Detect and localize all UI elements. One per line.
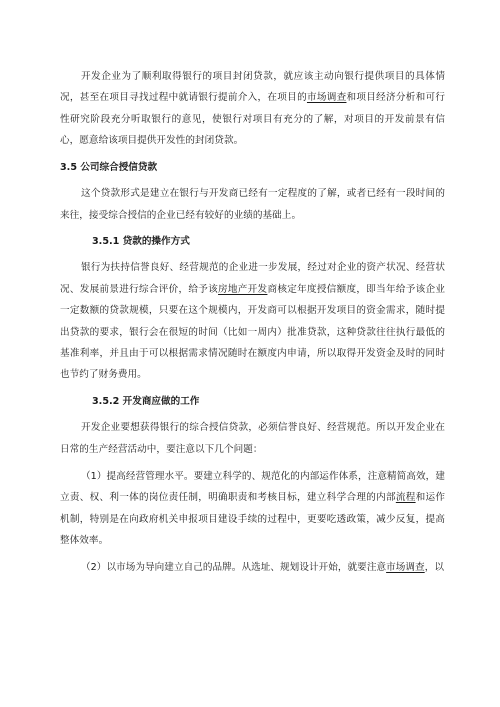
list-item-1 [60,466,445,552]
intro-text-1: 开发企业为了顺利取得银行的项目封闭贷款，就应该主动向银行提供项目的具体情况，甚至在项目寻找过程中就请银行提前介入，在项目的 [60,71,445,104]
intro-paragraph [60,66,445,152]
real-estate-development-link[interactable]: 房地产开发 [218,283,268,295]
section-3-5-1-paragraph [60,257,445,385]
market-research-link-2[interactable]: 市场调查 [386,561,425,573]
section-3-5-2-paragraph: 开发企业要想获得银行的综合授信贷款，必须信誉良好、经营规范。所以开发企业在日常的生产经营活动中，要注意以下几个问题： [60,422,445,455]
section-3-5-2-heading: 3.5.2 开发商应做的工作 [92,396,200,408]
list-item-1-text-1: （1）提高经营管理水平。要建立科学的、规范化的内部运作体系，注意精简高效，建立责、权、利一体的岗位责任制，明确职责和考核目标，建立科学合理的内部 [60,470,445,504]
list-item-2 [60,557,445,578]
section-3-5-1-text-2: 商核定年度授信额度，即当年给予该企业一定数额的贷款规模，只要在这个规模内，开发商可以根据开发项目的资金需求，随时提出贷款的要求，银行会在很短的时间（比如一周内）批准贷款，这种贷款往往执行最低的基准利率，并且由于可以根据需求情况随时在额度内申请，所以取得开发资金及时的同时也节约了财务费用。 [60,283,445,381]
section-3-5-paragraph: 这个贷款形式是建立在银行与开发商已经有一定程度的了解，或者已经有一段时间的来往，接受综合授信的企业已经有较好的业绩的基础上。 [60,188,445,221]
list-item-1-text-2: 和运作机制，特别是在向政府机关申报项目建设手续的过程中，更要吃透政策，减少反复，提高整体效率。 [60,492,445,546]
market-research-link[interactable]: 市场调查 [306,92,347,104]
section-3-5-1-text-1: 银行为扶持信誉良好、经营规范的企业进一步发展，经过对企业的资产状况、经营状况、发展前景进行综合评价，给予该 [60,262,445,295]
section-3-5-heading: 3.5 公司综合授信贷款 [60,162,158,174]
intro-text-2: 和项目经济分析和可行性研究阶段充分听取银行的意见，使银行对项目有充分的了解，对项目的开发前景有信心，愿意给该项目提供开发性的封闭贷款。 [60,92,446,147]
list-item-2-text-2: ，以 [424,561,444,573]
section-3-5-1-heading: 3.5.1 贷款的操作方式 [92,236,190,248]
list-item-2-text-1: （2）以市场为导向建立自己的品牌。从选址、规划设计开始，就要注意 [81,561,387,573]
document-body [60,66,445,578]
process-link[interactable]: 流程 [395,492,416,504]
